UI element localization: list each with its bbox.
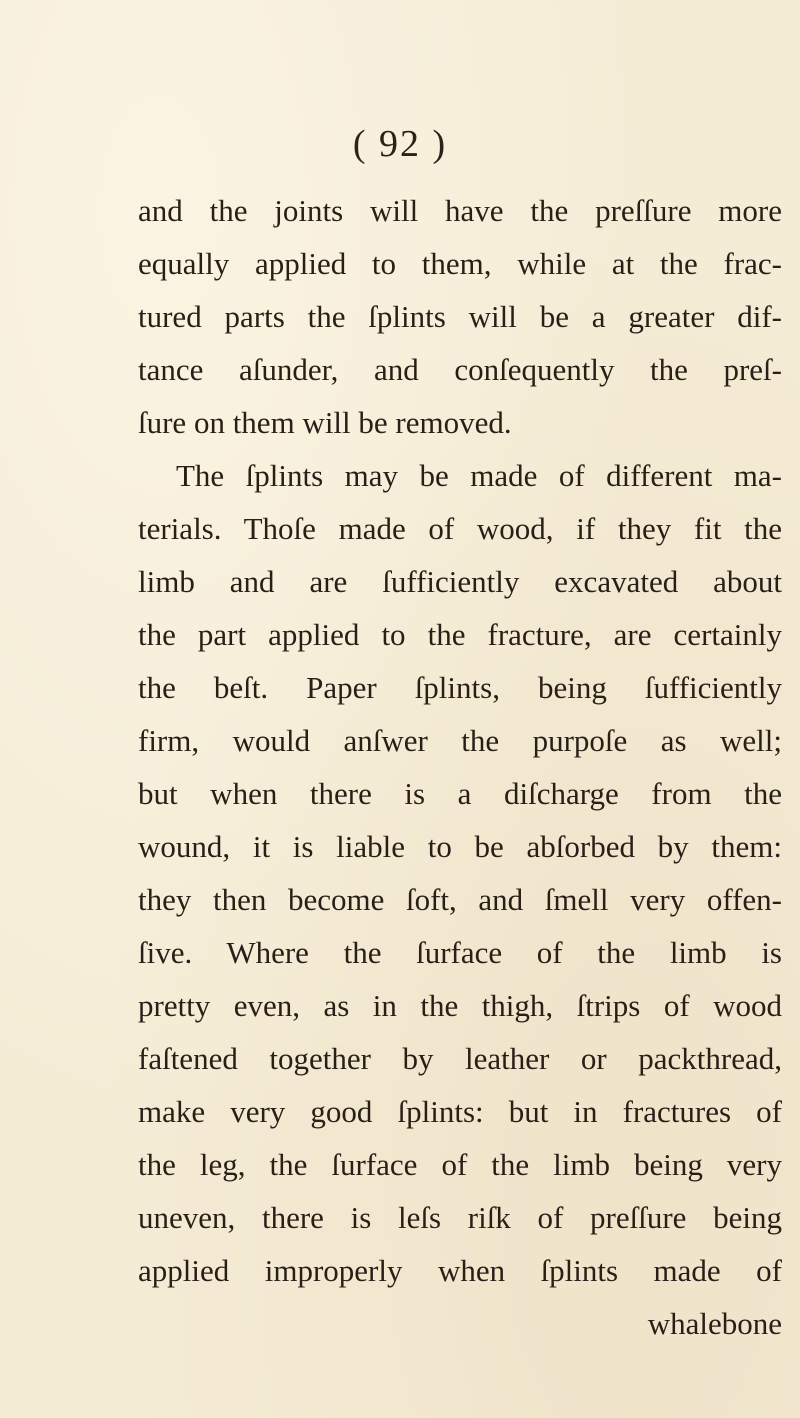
text-line: pretty even, as in the thigh, ſtrips of wood bbox=[138, 988, 782, 1023]
text-line: uneven, there is leſs riſk of preſſure being bbox=[138, 1200, 782, 1235]
page-number: ( 92 ) bbox=[352, 123, 448, 165]
text-line: terials. Thoſe made of wood, if they fit the bbox=[138, 511, 782, 546]
text-line: the part applied to the fracture, are certainly bbox=[138, 617, 782, 652]
text-line: applied improperly when ſplints made of bbox=[138, 1253, 782, 1288]
catchword: whalebone bbox=[647, 1306, 782, 1341]
text-line: limb and are ſufficiently excavated about bbox=[138, 564, 782, 599]
text-line: they then become ſoft, and ſmell very offen- bbox=[138, 882, 782, 917]
text-line: firm, would anſwer the purpoſe as well; bbox=[138, 723, 782, 758]
text-line: but when there is a diſcharge from the bbox=[138, 776, 782, 811]
text-line: ſive. Where the ſurface of the limb is bbox=[138, 935, 782, 970]
text-line: ſure on them will be removed. bbox=[138, 405, 512, 440]
text-line: The ſplints may be made of different ma- bbox=[176, 458, 782, 493]
text-line: faſtened together by leather or packthread, bbox=[138, 1041, 782, 1076]
text-line: the beſt. Paper ſplints, being ſufficiently bbox=[138, 670, 782, 705]
text-line: wound, it is liable to be abſorbed by them: bbox=[138, 829, 782, 864]
body-text bbox=[138, 184, 782, 1350]
text-line: equally applied to them, while at the frac- bbox=[138, 246, 782, 281]
text-line: tured parts the ſplints will be a greater dif- bbox=[138, 299, 782, 334]
text-line: make very good ſplints: but in fractures of bbox=[138, 1094, 782, 1129]
text-line: and the joints will have the preſſure more bbox=[138, 193, 782, 228]
text-line: tance aſunder, and conſequently the preſ- bbox=[138, 352, 782, 387]
text-line: the leg, the ſurface of the limb being very bbox=[138, 1147, 782, 1182]
